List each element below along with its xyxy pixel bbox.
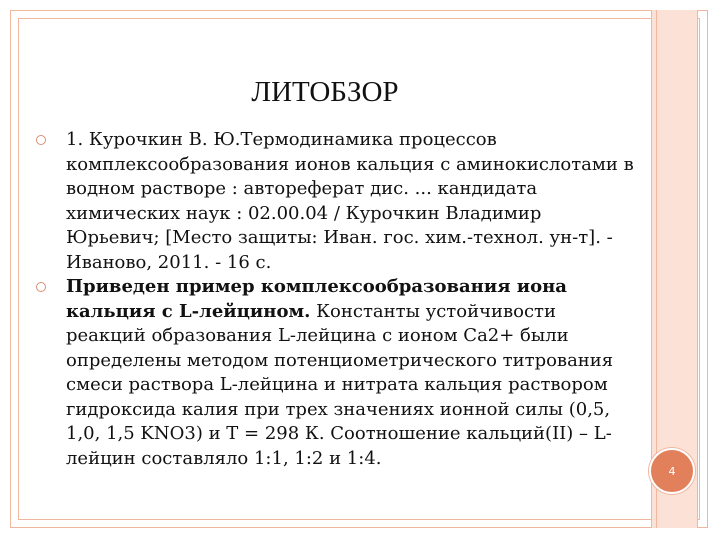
bullet-circle-icon: [36, 135, 46, 145]
bullet-circle-icon: [36, 282, 46, 292]
list-item-text: 1. Курочкин В. Ю.Термодинамика процессов комплексообразования ионов кальция с аминокислотами в водном растворе : автореферат дис. ... кандидата химических наук : 02.00.04 / Курочкин Владимир Юрьевич; [Место защиты: Иван. гос. хим.-технол. ун-т]. - Иваново, 2011. - 16 с.: [66, 129, 634, 273]
decorative-band-line: [656, 10, 657, 528]
list-item: [36, 275, 636, 471]
list-item: [36, 128, 636, 275]
list-item-bold-text: Приведен пример комплексообразования иона кальция с L-лейцином.: [66, 276, 567, 322]
slide-title: ЛИТОБЗОР: [251, 76, 399, 108]
slide-content: [36, 128, 636, 471]
page-number-badge: 4: [649, 448, 695, 494]
list-item-text: Константы устойчивости реакций образования L-лейцина с ионом Ca2+ были определены методом потенциометрического титрования смеси раствора L-лейцина и нитрата кальция раствором гидроксида калия при трех значениях ионной силы (0,5, 1,0, 1,5 KNO3) и T = 298 К. Соотношение кальций(II) – L-лейцин составляло 1:1, 1:2 и 1:4.: [66, 300, 614, 469]
